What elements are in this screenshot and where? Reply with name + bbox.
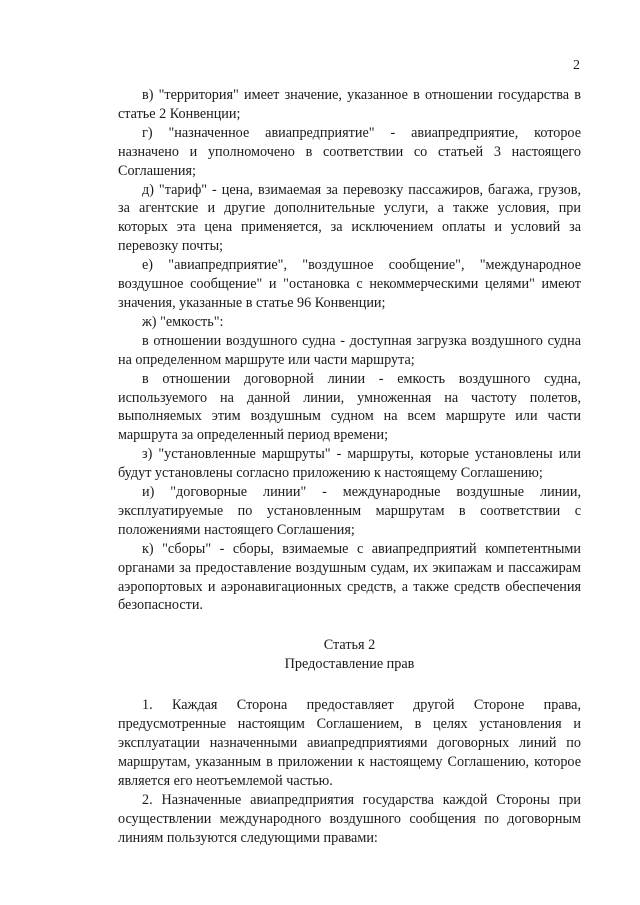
capacity-agreed-service-clause: в отношении договорной линии - емкость воздушного судна, используемого на данной линии, умноженная на частоту полетов, выполняемых этим воздушным судном на всем маршруте или части маршрута за определенный период времени; bbox=[118, 370, 581, 444]
article-paragraph-2: 2. Назначенные авиапредприятия государства каждой Стороны при осуществлении международного воздушного сообщения по договорным линиям пользуются следующими правами: bbox=[118, 791, 581, 846]
definition-e-airline-terms: е) "авиапредприятие", "воздушное сообщение", "международное воздушное сообщение" и "остановка с некоммерческими целями" имеют значения, указанные в статье 96 Конвенции; bbox=[118, 257, 581, 311]
definition-g-designated-airline: г) "назначенное авиапредприятие" - авиапредприятие, которое назначено и уполномочено в соответствии со статьей 3 настоящего Соглашения; bbox=[118, 124, 581, 179]
definition-z-specified-routes: з) "установленные маршруты" - маршруты, которые установлены или будут установлены согласно приложению к настоящему Соглашению; bbox=[118, 446, 581, 482]
definition-k-charges: к) "сборы" - сборы, взимаемые с авиапредприятий компетентными органами за предоставление воздушным судам, их экипажам и пассажирам аэропортовых и аэронавигационных средств, а также средств обеспечения безопасности. bbox=[118, 540, 581, 614]
document-body bbox=[118, 86, 581, 847]
definition-v-territory: в) "территория" имеет значение, указанное в отношении государства в статье 2 Конвенции; bbox=[118, 87, 581, 122]
article-paragraph-1: 1. Каждая Сторона предоставляет другой Стороне права, предусмотренные настоящим Соглашением, в целях установления и эксплуатации назначенными авиапредприятиями договорных линий по маршрутам, указанным в приложении к настоящему Соглашению, которое является его неотъемлемой частью. bbox=[118, 697, 581, 789]
definition-zh-capacity: ж) "емкость": bbox=[142, 313, 224, 330]
definition-d-tariff: д) "тариф" - цена, взимаемая за перевозку пассажиров, багажа, грузов, за агентские и другие дополнительные услуги, а также условия, при которых эта цена применяется, за исключением оплаты и условий за перевозку почты; bbox=[118, 181, 581, 255]
definition-i-agreed-services: и) "договорные линии" - международные воздушные линии, эксплуатируемые по установленным маршрутам в соответствии с положениями настоящего Соглашения; bbox=[118, 484, 581, 538]
article-number: Статья 2 bbox=[323, 637, 376, 654]
page-number: 2 bbox=[573, 58, 580, 73]
article-title: Предоставление прав bbox=[284, 656, 415, 673]
capacity-aircraft-clause: в отношении воздушного судна - доступная загрузка воздушного судна на определенном маршруте или части маршрута; bbox=[118, 332, 581, 368]
